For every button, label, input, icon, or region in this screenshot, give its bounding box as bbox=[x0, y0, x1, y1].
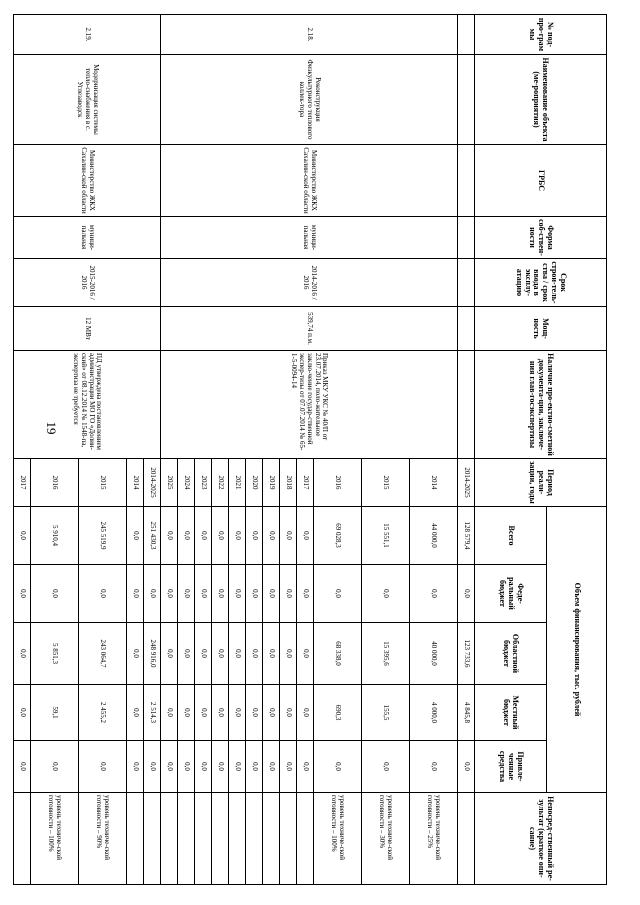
table-container bbox=[18, 14, 607, 884]
header-name: Наименование объекта (ме-роприятия) bbox=[475, 55, 607, 145]
cell-federal: 0,0 bbox=[229, 565, 246, 623]
cell-period: 2014-2025 bbox=[144, 459, 161, 507]
cell-local: 0,0 bbox=[246, 685, 263, 741]
cell-result: уровень техниче-ской готовности – 25% bbox=[410, 793, 458, 885]
cell-attracted: 0,0 bbox=[195, 741, 212, 793]
cell-result: уровень техниче-ской готовности – 100% bbox=[31, 793, 79, 885]
cell-attracted: 0,0 bbox=[246, 741, 263, 793]
cell-total: 0,0 bbox=[127, 507, 144, 565]
cell-total: 44 000,0 bbox=[410, 507, 458, 565]
cell-period: 2016 bbox=[31, 459, 79, 507]
object-term: 2015-2016 / 2016 bbox=[14, 259, 161, 307]
cell-total: 0,0 bbox=[212, 507, 229, 565]
cell-attracted: 0,0 bbox=[127, 741, 144, 793]
cell-attracted: 0,0 bbox=[280, 741, 297, 793]
cell-local: 4 000,0 bbox=[410, 685, 458, 741]
header-funding: Объем финансирования, тыс. рублей bbox=[547, 507, 607, 793]
cell-regional: 0,0 bbox=[195, 623, 212, 685]
cell-total: 0,0 bbox=[195, 507, 212, 565]
cell-regional: 15 395,6 bbox=[362, 623, 410, 685]
cell-result: уровень техниче-ской готовности – 100% bbox=[314, 793, 362, 885]
cell-period: 2014 bbox=[410, 459, 458, 507]
table-row-top bbox=[458, 15, 475, 885]
cell-federal: 0,0 bbox=[195, 565, 212, 623]
cell-local: 0,0 bbox=[297, 685, 314, 741]
cell-result bbox=[280, 793, 297, 885]
cell-result bbox=[14, 793, 31, 885]
cell-result: уровень техниче-ской готовности – 30% bbox=[362, 793, 410, 885]
cell-regional: 40 000,0 bbox=[410, 623, 458, 685]
cell-total: 15 551,1 bbox=[362, 507, 410, 565]
cell-total: 0,0 bbox=[263, 507, 280, 565]
cell-regional: 0,0 bbox=[297, 623, 314, 685]
cell-federal: 0,0 bbox=[280, 565, 297, 623]
cell-result bbox=[161, 793, 178, 885]
cell-attracted: 0,0 bbox=[263, 741, 280, 793]
object-power: 12 МВт bbox=[14, 307, 161, 351]
cell-regional: 248 916,0 bbox=[144, 623, 161, 685]
object-number: 2.18. bbox=[161, 15, 458, 55]
cell-result bbox=[127, 793, 144, 885]
cell-period: 2014 bbox=[127, 459, 144, 507]
cell-period: 2016 bbox=[314, 459, 362, 507]
cell-federal: 0,0 bbox=[14, 565, 31, 623]
cell-local: 690,3 bbox=[314, 685, 362, 741]
cell-regional: 68 338,0 bbox=[314, 623, 362, 685]
cell-local: 0,0 bbox=[263, 685, 280, 741]
cell-period: 2014-2025 bbox=[458, 459, 475, 507]
object-name: Модернизация системы тепло-снабжения в с. Углезаводск bbox=[14, 55, 161, 145]
header-docs: Наличие про-ектно-сметной документа-ции, заключе-ния глав-госэкспертизы bbox=[475, 351, 607, 459]
cell-result bbox=[144, 793, 161, 885]
cell-attracted: 0,0 bbox=[79, 741, 127, 793]
funding-table bbox=[13, 14, 607, 885]
header-grbs: ГРБС bbox=[475, 145, 607, 217]
header-attracted: Привле-ченные средства bbox=[475, 741, 547, 793]
object-grbs: Министерство ЖКХ Сахалин-ской области bbox=[14, 145, 161, 217]
cell-period: 2019 bbox=[263, 459, 280, 507]
cell-federal: 0,0 bbox=[362, 565, 410, 623]
cell-federal: 0,0 bbox=[127, 565, 144, 623]
cell-period: 2022 bbox=[212, 459, 229, 507]
header-period: Период реали-зации, годы bbox=[475, 459, 607, 507]
cell-regional: 0,0 bbox=[161, 623, 178, 685]
cell-federal: 0,0 bbox=[79, 565, 127, 623]
cell-result bbox=[263, 793, 280, 885]
cell-period: 2017 bbox=[14, 459, 31, 507]
cell-regional: 0,0 bbox=[229, 623, 246, 685]
cell-result bbox=[178, 793, 195, 885]
cell-federal: 0,0 bbox=[263, 565, 280, 623]
cell-federal: 0,0 bbox=[314, 565, 362, 623]
cell-total: 251 430,3 bbox=[144, 507, 161, 565]
cell-local: 0,0 bbox=[229, 685, 246, 741]
object-ownership: муници-пальная bbox=[161, 217, 458, 259]
cell-period: 2023 bbox=[195, 459, 212, 507]
cell-result bbox=[195, 793, 212, 885]
cell-regional: 0,0 bbox=[178, 623, 195, 685]
rotated-table-area bbox=[18, 14, 607, 884]
cell-total: 0,0 bbox=[229, 507, 246, 565]
table-body bbox=[14, 15, 475, 885]
cell-attracted: 0,0 bbox=[410, 741, 458, 793]
cell-period: 2017 bbox=[297, 459, 314, 507]
object-docs: ПД утверждена постановлением администрации МО ГО «Долин-ский» от 08.12.2014 № 1548-па, экспертиза не требуется bbox=[14, 351, 161, 459]
cell-federal: 0,0 bbox=[144, 565, 161, 623]
cell-period: 2015 bbox=[79, 459, 127, 507]
cell-attracted: 0,0 bbox=[229, 741, 246, 793]
cell-local: 155,5 bbox=[362, 685, 410, 741]
header-total: Всего bbox=[475, 507, 547, 565]
cell-local: 2 514,3 bbox=[144, 685, 161, 741]
cell-period: 2020 bbox=[246, 459, 263, 507]
cell-local: 4 845,8 bbox=[458, 685, 475, 741]
cell-attracted: 0,0 bbox=[14, 741, 31, 793]
object-ownership: муници-пальная bbox=[14, 217, 161, 259]
cell-regional: 0,0 bbox=[246, 623, 263, 685]
cell-attracted: 0,0 bbox=[178, 741, 195, 793]
cell-total: 0,0 bbox=[280, 507, 297, 565]
object-name: Реконструкция Физкультурного теплового коллек-тора bbox=[161, 55, 458, 145]
cell-local: 0,0 bbox=[178, 685, 195, 741]
cell-attracted: 0,0 bbox=[31, 741, 79, 793]
cell-total: 128 579,4 bbox=[458, 507, 475, 565]
cell-attracted: 0,0 bbox=[362, 741, 410, 793]
cell-federal: 0,0 bbox=[246, 565, 263, 623]
cell-result bbox=[246, 793, 263, 885]
header-result: Непосред-ственный ре-зультат (краткое опи-сание) bbox=[475, 793, 607, 885]
cell-local: 59,1 bbox=[31, 685, 79, 741]
object-term: 2014-2016 / 2016 bbox=[161, 259, 458, 307]
cell-total: 0,0 bbox=[297, 507, 314, 565]
page-number: 19 bbox=[44, 421, 59, 435]
cell-period: 2024 bbox=[178, 459, 195, 507]
cell-regional: 0,0 bbox=[14, 623, 31, 685]
cell-local: 0,0 bbox=[127, 685, 144, 741]
cell-attracted: 0,0 bbox=[314, 741, 362, 793]
cell-local: 0,0 bbox=[212, 685, 229, 741]
cell-total: 0,0 bbox=[178, 507, 195, 565]
cell-result: уровень техниче-ской готовности – 90% bbox=[79, 793, 127, 885]
cell-period: 2021 bbox=[229, 459, 246, 507]
cell-total: 0,0 bbox=[14, 507, 31, 565]
object-grbs: Министерство ЖКХ Сахалин-ской области bbox=[161, 145, 458, 217]
object-number: 2.19. bbox=[14, 15, 161, 55]
cell-regional: 0,0 bbox=[280, 623, 297, 685]
cell-federal: 0,0 bbox=[31, 565, 79, 623]
cell-total: 0,0 bbox=[246, 507, 263, 565]
cell-federal: 0,0 bbox=[161, 565, 178, 623]
cell-federal: 0,0 bbox=[410, 565, 458, 623]
cell-federal: 0,0 bbox=[212, 565, 229, 623]
cell-regional: 243 064,7 bbox=[79, 623, 127, 685]
cell-period: 2015 bbox=[362, 459, 410, 507]
object-power: 539,74 п.м. bbox=[161, 307, 458, 351]
cell-regional: 0,0 bbox=[127, 623, 144, 685]
header-regional: Областной бюджет bbox=[475, 623, 547, 685]
cell-result bbox=[212, 793, 229, 885]
cell-total: 69 028,3 bbox=[314, 507, 362, 565]
header-federal: Феде-ральный бюджет bbox=[475, 565, 547, 623]
cell-federal: 0,0 bbox=[458, 565, 475, 623]
cell-local: 2 455,2 bbox=[79, 685, 127, 741]
cell-attracted: 0,0 bbox=[458, 741, 475, 793]
header-num: № под-про-грам мы bbox=[475, 15, 607, 55]
cell-attracted: 0,0 bbox=[297, 741, 314, 793]
cell-federal: 0,0 bbox=[178, 565, 195, 623]
cell-regional: 0,0 bbox=[212, 623, 229, 685]
cell-attracted: 0,0 bbox=[161, 741, 178, 793]
cell-local: 0,0 bbox=[161, 685, 178, 741]
cell-regional: 0,0 bbox=[263, 623, 280, 685]
cell-local: 0,0 bbox=[195, 685, 212, 741]
cell-attracted: 0,0 bbox=[212, 741, 229, 793]
cell-total: 5 910,4 bbox=[31, 507, 79, 565]
object-docs: Приказ МКУ УКС № 40/П от 23.07.2014, поло-жительное заклю-чение государ-ственной экспер-тизы от 07.07.2014 № 65-1-5-0094-14 bbox=[161, 351, 458, 459]
cell-period: 2018 bbox=[280, 459, 297, 507]
cell-regional: 123 733,6 bbox=[458, 623, 475, 685]
header-local: Местный бюджет bbox=[475, 685, 547, 741]
cell-period: 2025 bbox=[161, 459, 178, 507]
cell-total: 0,0 bbox=[161, 507, 178, 565]
cell-federal: 0,0 bbox=[297, 565, 314, 623]
cell-result bbox=[229, 793, 246, 885]
header-power: Мощ-ность bbox=[475, 307, 607, 351]
table-row bbox=[410, 15, 458, 885]
header-ownership: Форма соб-ствен-ности bbox=[475, 217, 607, 259]
cell-result bbox=[297, 793, 314, 885]
cell-total: 245 519,9 bbox=[79, 507, 127, 565]
cell-local: 0,0 bbox=[280, 685, 297, 741]
cell-regional: 5 851,3 bbox=[31, 623, 79, 685]
header-term: Срок строи-тель-ства / срок ввода в эксплу-атацию bbox=[475, 259, 607, 307]
cell-attracted: 0,0 bbox=[144, 741, 161, 793]
table-row bbox=[144, 15, 161, 885]
cell-local: 0,0 bbox=[14, 685, 31, 741]
